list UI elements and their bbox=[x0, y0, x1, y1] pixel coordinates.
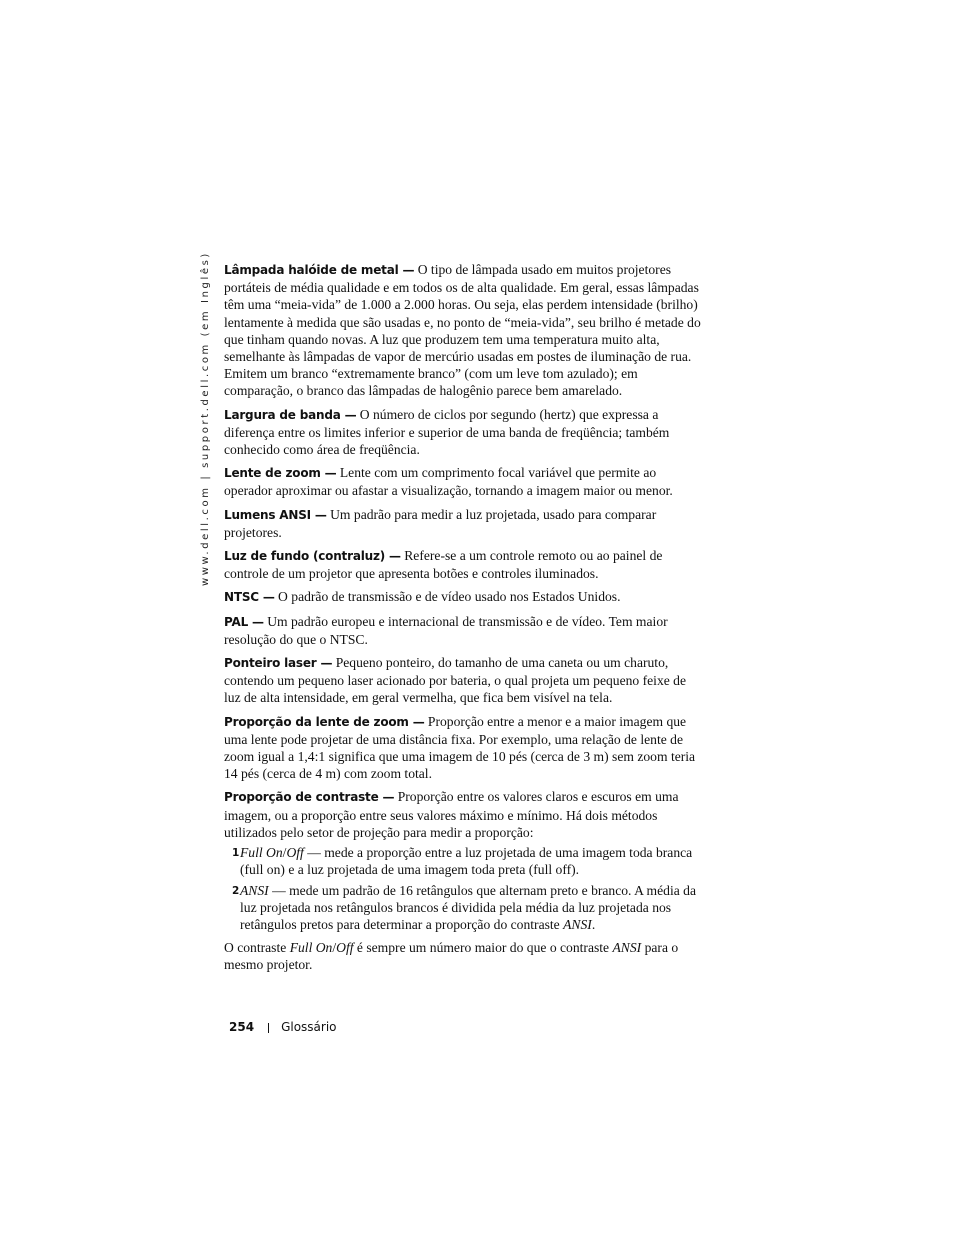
closing-text: é sempre um número maior do que o contraste bbox=[353, 940, 613, 956]
page-number: 254 bbox=[229, 1020, 255, 1034]
glossary-entry-zoom-lens bbox=[224, 464, 702, 499]
glossary-entry-laser-pointer bbox=[224, 654, 702, 707]
glossary-entry-metal-halide bbox=[224, 261, 702, 400]
glossary-term: Proporção de contraste — bbox=[224, 790, 395, 805]
footer-separator bbox=[268, 1023, 269, 1033]
glossary-definition: Proporção entre os valores claros e escuros em uma imagem, ou a proporção entre seus valores máximo e mínimo. Há dois métodos utilizados pelo setor de projeção para medir a proporção: bbox=[224, 789, 679, 840]
list-item bbox=[224, 844, 702, 878]
list-text: — mede um padrão de 16 retângulos que alternam preto e branco. A média da luz projetada nos retângulos brancos é dividida pela média da luz projetada nos retângulos pretos para determinar a proporção do contraste bbox=[240, 882, 697, 932]
list-italic-term: Full On bbox=[240, 845, 283, 861]
section-name: Glossário bbox=[281, 1020, 337, 1034]
glossary-definition: Um padrão para medir a luz projetada, usado para comparar projetores. bbox=[224, 506, 657, 540]
glossary-entry-backlight bbox=[224, 547, 702, 582]
glossary-term: Luz de fundo (contraluz) — bbox=[224, 549, 401, 564]
closing-text: para o mesmo projetor. bbox=[224, 940, 679, 973]
glossary-term: Largura de banda — bbox=[224, 407, 357, 422]
list-number: 2 bbox=[232, 884, 240, 897]
glossary-definition: Pequeno ponteiro, do tamanho de uma caneta ou um charuto, contendo um pequeno laser acionado por bateria, o qual projeta um pequeno feixe de luz de alta intensidade, em geral vermelha, que fica bem visível na tela. bbox=[224, 655, 687, 706]
glossary-term: Lente de zoom — bbox=[224, 466, 337, 481]
glossary-definition: Um padrão europeu e internacional de transmissão e de vídeo. Tem maior resolução do que o NTSC. bbox=[224, 613, 668, 647]
list-slash: / bbox=[282, 845, 287, 861]
glossary-definition: Refere-se a um controle remoto ou ao painel de controle de um projetor que apresenta botões e controles iluminados. bbox=[224, 548, 663, 582]
list-item bbox=[224, 882, 702, 934]
contrast-methods-list bbox=[224, 844, 702, 933]
closing-text: O contraste bbox=[224, 940, 290, 956]
list-italic-term: ANSI bbox=[563, 916, 592, 932]
list-italic-term: ANSI bbox=[240, 882, 269, 898]
page-footer bbox=[229, 1020, 337, 1034]
closing-italic: ANSI bbox=[612, 940, 642, 956]
glossary-definition: O número de ciclos por segundo (hertz) que expressa a diferença entre os limites inferior e superior de uma banda de freqüência; também conhecido como área de freqüência. bbox=[224, 406, 670, 458]
list-italic-term: Off bbox=[286, 845, 304, 861]
glossary-term: PAL — bbox=[224, 614, 264, 629]
glossary-entry-ntsc bbox=[224, 588, 702, 606]
glossary-definition: Lente com um comprimento focal variável que permite ao operador aproximar ou afastar a visualização, tornando a imagem maior ou menor. bbox=[224, 465, 673, 499]
closing-italic: Full On bbox=[289, 940, 333, 956]
list-number: 1 bbox=[232, 847, 240, 860]
glossary-term: NTSC — bbox=[224, 590, 275, 605]
closing-slash: / bbox=[332, 940, 337, 956]
glossary-term: Lâmpada halóide de metal — bbox=[224, 263, 415, 277]
glossary-term: Lumens ANSI — bbox=[224, 507, 327, 522]
glossary-definition: O tipo de lâmpada usado em muitos projetores portáteis de média qualidade e em todos os de alta qualidade. Em geral, essas lâmpadas têm uma “meia-vida” de 1.000 a 2.000 horas. Ou seja, elas perdem intensidade (brilho) lentamente à medida que são usadas e, no ponto de “meia-vida”, seu brilho é metade do que tinham quando novas. A luz que produzem tem uma temperatura muito alta, semelhante às lâmpadas de vapor de mercúrio usadas em postes de iluminação de rua. Emitem um branco “extremamente branco” (com um leve tom azulado); em comparação, o branco das lâmpadas de halogênio parece bem amarelado. bbox=[224, 262, 701, 399]
glossary-entry-zoom-ratio bbox=[224, 713, 702, 783]
glossary-definition: Proporção entre a menor e a maior imagem que uma lente pode projetar de uma distância fixa. Por exemplo, uma relação de lente de zoom igual a 1,4:1 significa que uma imagem de 10 pés (cerca de 3 m) sem zoom teria 14 pés (cerca de 4 m) com zoom total. bbox=[224, 713, 696, 782]
glossary-term: Ponteiro laser — bbox=[224, 656, 333, 671]
closing-italic: Off bbox=[336, 940, 354, 956]
glossary-entry-bandwidth bbox=[224, 406, 702, 459]
glossary-definition: O padrão de transmissão e de vídeo usado nos Estados Unidos. bbox=[274, 589, 621, 605]
glossary-content bbox=[224, 261, 702, 980]
glossary-term: Proporção da lente de zoom — bbox=[224, 714, 425, 729]
glossary-entry-contrast-ratio bbox=[224, 788, 702, 841]
glossary-entry-pal bbox=[224, 613, 702, 648]
list-text: — mede a proporção entre a luz projetada de uma imagem toda branca (full on) e a luz projetada de uma imagem toda preta (full off). bbox=[240, 845, 693, 878]
side-url-text: www.dell.com | support.dell.com (em Inglês) bbox=[200, 251, 211, 586]
list-text-end: . bbox=[591, 916, 596, 932]
closing-paragraph bbox=[224, 939, 702, 973]
glossary-entry-ansi-lumens bbox=[224, 506, 702, 541]
